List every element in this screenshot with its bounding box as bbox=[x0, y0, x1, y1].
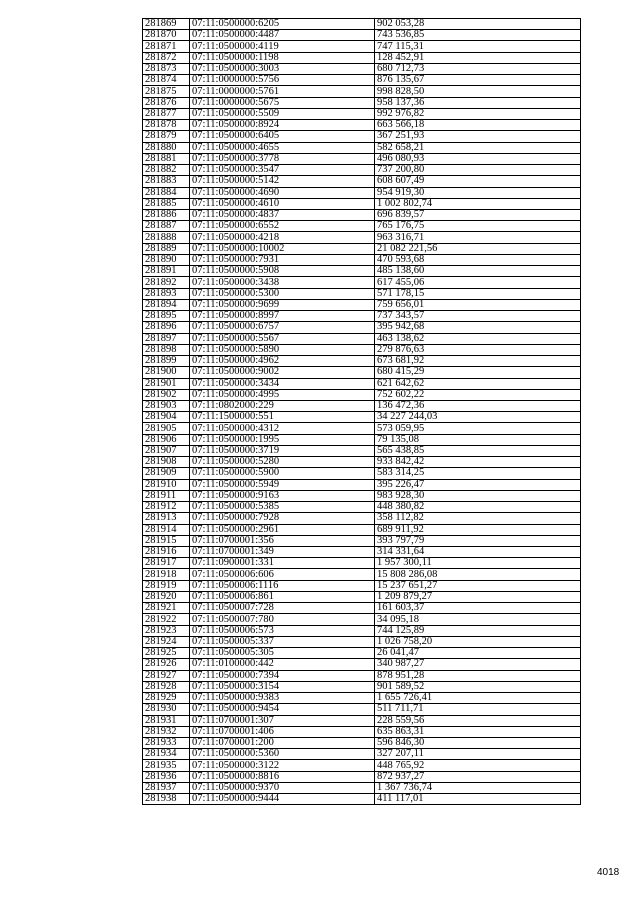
cadastral-number: 07:11:0500007:780 bbox=[190, 614, 375, 625]
cadastral-value: 737 343,57 bbox=[375, 311, 581, 322]
table-row bbox=[143, 693, 581, 704]
row-number: 281871 bbox=[143, 41, 190, 52]
table-row bbox=[143, 165, 581, 176]
table-row bbox=[143, 603, 581, 614]
cadastral-number: 07:11:0500000:5142 bbox=[190, 176, 375, 187]
cadastral-value: 79 135,08 bbox=[375, 434, 581, 445]
row-number: 281929 bbox=[143, 693, 190, 704]
table-body bbox=[143, 19, 581, 805]
row-number: 281900 bbox=[143, 367, 190, 378]
cadastral-value: 314 331,64 bbox=[375, 547, 581, 558]
cadastral-number: 07:11:0500000:5567 bbox=[190, 333, 375, 344]
cadastral-number: 07:11:0500000:3719 bbox=[190, 445, 375, 456]
table-row bbox=[143, 782, 581, 793]
row-number: 281875 bbox=[143, 86, 190, 97]
cadastral-number: 07:11:0500000:4610 bbox=[190, 198, 375, 209]
table-row bbox=[143, 704, 581, 715]
table-row bbox=[143, 232, 581, 243]
cadastral-value: 395 226,47 bbox=[375, 479, 581, 490]
table-row bbox=[143, 468, 581, 479]
table-row bbox=[143, 659, 581, 670]
row-number: 281881 bbox=[143, 153, 190, 164]
row-number: 281894 bbox=[143, 299, 190, 310]
cadastral-value: 34 095,18 bbox=[375, 614, 581, 625]
cadastral-number: 07:11:0500000:5280 bbox=[190, 457, 375, 468]
row-number: 281928 bbox=[143, 681, 190, 692]
cadastral-number: 07:11:0500000:5890 bbox=[190, 344, 375, 355]
cadastral-value: 393 797,79 bbox=[375, 535, 581, 546]
cadastral-number: 07:11:0500000:5949 bbox=[190, 479, 375, 490]
row-number: 281874 bbox=[143, 75, 190, 86]
table-row bbox=[143, 209, 581, 220]
cadastral-value: 327 207,11 bbox=[375, 749, 581, 760]
cadastral-number: 07:11:0500000:6205 bbox=[190, 19, 375, 30]
cadastral-value: 963 316,71 bbox=[375, 232, 581, 243]
cadastral-number: 07:11:1500000:551 bbox=[190, 412, 375, 423]
cadastral-number: 07:11:0500006:1116 bbox=[190, 580, 375, 591]
cadastral-number: 07:11:0000000:5756 bbox=[190, 75, 375, 86]
table-row bbox=[143, 760, 581, 771]
table-row bbox=[143, 299, 581, 310]
table-row bbox=[143, 120, 581, 131]
cadastral-number: 07:11:0500000:1198 bbox=[190, 52, 375, 63]
cadastral-number: 07:11:0500000:3154 bbox=[190, 681, 375, 692]
cadastral-value: 696 839,57 bbox=[375, 209, 581, 220]
table-row bbox=[143, 614, 581, 625]
table-row bbox=[143, 738, 581, 749]
row-number: 281934 bbox=[143, 749, 190, 760]
cadastral-number: 07:11:0500000:3778 bbox=[190, 153, 375, 164]
row-number: 281884 bbox=[143, 187, 190, 198]
cadastral-number: 07:11:0500000:5509 bbox=[190, 108, 375, 119]
cadastral-number: 07:11:0000000:5761 bbox=[190, 86, 375, 97]
cadastral-value: 1 957 300,11 bbox=[375, 558, 581, 569]
cadastral-number: 07:11:0700001:349 bbox=[190, 547, 375, 558]
row-number: 281922 bbox=[143, 614, 190, 625]
row-number: 281880 bbox=[143, 142, 190, 153]
cadastral-value: 1 655 726,41 bbox=[375, 693, 581, 704]
row-number: 281885 bbox=[143, 198, 190, 209]
cadastral-number: 07:11:0500000:3122 bbox=[190, 760, 375, 771]
table-row bbox=[143, 490, 581, 501]
table-row bbox=[143, 288, 581, 299]
cadastral-number: 07:11:0000000:5675 bbox=[190, 97, 375, 108]
table-row bbox=[143, 344, 581, 355]
row-number: 281903 bbox=[143, 400, 190, 411]
cadastral-value: 744 125,89 bbox=[375, 625, 581, 636]
row-number: 281890 bbox=[143, 254, 190, 265]
cadastral-value: 635 863,31 bbox=[375, 726, 581, 737]
row-number: 281936 bbox=[143, 771, 190, 782]
table-row bbox=[143, 97, 581, 108]
cadastral-number: 07:11:0500000:9454 bbox=[190, 704, 375, 715]
row-number: 281924 bbox=[143, 636, 190, 647]
row-number: 281935 bbox=[143, 760, 190, 771]
table-row bbox=[143, 198, 581, 209]
table-row bbox=[143, 108, 581, 119]
cadastral-number: 07:11:0500000:9383 bbox=[190, 693, 375, 704]
cadastral-value: 689 911,92 bbox=[375, 524, 581, 535]
table-row bbox=[143, 771, 581, 782]
table-row bbox=[143, 513, 581, 524]
row-number: 281898 bbox=[143, 344, 190, 355]
cadastral-number: 07:11:0500000:2961 bbox=[190, 524, 375, 535]
row-number: 281905 bbox=[143, 423, 190, 434]
cadastral-number: 07:11:0700001:307 bbox=[190, 715, 375, 726]
cadastral-number: 07:11:0500000:3438 bbox=[190, 277, 375, 288]
table-row bbox=[143, 558, 581, 569]
cadastral-number: 07:11:0500000:6405 bbox=[190, 131, 375, 142]
table-row bbox=[143, 547, 581, 558]
table-row bbox=[143, 625, 581, 636]
cadastral-value: 933 842,42 bbox=[375, 457, 581, 468]
cadastral-value: 596 846,30 bbox=[375, 738, 581, 749]
row-number: 281870 bbox=[143, 30, 190, 41]
cadastral-number: 07:11:0500000:9444 bbox=[190, 794, 375, 805]
table-row bbox=[143, 221, 581, 232]
cadastral-value: 954 919,30 bbox=[375, 187, 581, 198]
cadastral-number: 07:11:0500006:606 bbox=[190, 569, 375, 580]
table-row bbox=[143, 52, 581, 63]
table-row bbox=[143, 333, 581, 344]
row-number: 281901 bbox=[143, 378, 190, 389]
cadastral-number: 07:11:0500000:5300 bbox=[190, 288, 375, 299]
cadastral-number: 07:11:0500000:4962 bbox=[190, 356, 375, 367]
row-number: 281872 bbox=[143, 52, 190, 63]
row-number: 281930 bbox=[143, 704, 190, 715]
row-number: 281916 bbox=[143, 547, 190, 558]
table-row bbox=[143, 412, 581, 423]
cadastral-value: 136 472,36 bbox=[375, 400, 581, 411]
row-number: 281902 bbox=[143, 389, 190, 400]
cadastral-value: 878 951,28 bbox=[375, 670, 581, 681]
cadastral-value: 367 251,93 bbox=[375, 131, 581, 142]
cadastral-number: 07:11:0500007:728 bbox=[190, 603, 375, 614]
cadastral-value: 765 176,75 bbox=[375, 221, 581, 232]
table-row bbox=[143, 86, 581, 97]
table-row bbox=[143, 131, 581, 142]
table-row bbox=[143, 591, 581, 602]
row-number: 281937 bbox=[143, 782, 190, 793]
row-number: 281904 bbox=[143, 412, 190, 423]
cadastral-number: 07:11:0100000:442 bbox=[190, 659, 375, 670]
cadastral-number: 07:11:0500000:5360 bbox=[190, 749, 375, 760]
cadastral-number: 07:11:0802000:229 bbox=[190, 400, 375, 411]
cadastral-value: 1 026 758,20 bbox=[375, 636, 581, 647]
row-number: 281933 bbox=[143, 738, 190, 749]
cadastral-number: 07:11:0500000:4655 bbox=[190, 142, 375, 153]
table-row bbox=[143, 389, 581, 400]
table-row bbox=[143, 749, 581, 760]
cadastral-number: 07:11:0500006:861 bbox=[190, 591, 375, 602]
row-number: 281921 bbox=[143, 603, 190, 614]
cadastral-number: 07:11:0500005:305 bbox=[190, 648, 375, 659]
cadastral-value: 1 209 879,27 bbox=[375, 591, 581, 602]
cadastral-value: 1 367 736,74 bbox=[375, 782, 581, 793]
row-number: 281896 bbox=[143, 322, 190, 333]
cadastral-number: 07:11:0500000:3003 bbox=[190, 63, 375, 74]
cadastral-number: 07:11:0500000:9699 bbox=[190, 299, 375, 310]
row-number: 281873 bbox=[143, 63, 190, 74]
row-number: 281926 bbox=[143, 659, 190, 670]
table-row bbox=[143, 535, 581, 546]
cadastral-number: 07:11:0500000:5908 bbox=[190, 266, 375, 277]
cadastral-number: 07:11:0500000:4218 bbox=[190, 232, 375, 243]
row-number: 281919 bbox=[143, 580, 190, 591]
cadastral-value: 411 117,01 bbox=[375, 794, 581, 805]
page-number: 4018 bbox=[597, 867, 620, 878]
cadastral-value: 876 135,67 bbox=[375, 75, 581, 86]
cadastral-value: 902 053,28 bbox=[375, 19, 581, 30]
cadastral-number: 07:11:0500000:4487 bbox=[190, 30, 375, 41]
table-row bbox=[143, 266, 581, 277]
cadastral-number: 07:11:0500000:6757 bbox=[190, 322, 375, 333]
table-row bbox=[143, 794, 581, 805]
cadastral-value: 621 642,62 bbox=[375, 378, 581, 389]
row-number: 281923 bbox=[143, 625, 190, 636]
cadastral-number: 07:11:0500000:9370 bbox=[190, 782, 375, 793]
cadastral-number: 07:11:0500000:8997 bbox=[190, 311, 375, 322]
row-number: 281912 bbox=[143, 502, 190, 513]
table-row bbox=[143, 715, 581, 726]
table-row bbox=[143, 434, 581, 445]
cadastral-value: 673 681,92 bbox=[375, 356, 581, 367]
table-row bbox=[143, 636, 581, 647]
cadastral-number: 07:11:0500000:3547 bbox=[190, 165, 375, 176]
table-row bbox=[143, 19, 581, 30]
cadastral-value: 998 828,50 bbox=[375, 86, 581, 97]
cadastral-number: 07:11:0500000:7928 bbox=[190, 513, 375, 524]
table-row bbox=[143, 457, 581, 468]
row-number: 281888 bbox=[143, 232, 190, 243]
cadastral-value: 573 059,95 bbox=[375, 423, 581, 434]
cadastral-value: 1 002 802,74 bbox=[375, 198, 581, 209]
table-row bbox=[143, 75, 581, 86]
table-row bbox=[143, 176, 581, 187]
row-number: 281869 bbox=[143, 19, 190, 30]
row-number: 281920 bbox=[143, 591, 190, 602]
cadastral-value: 737 200,80 bbox=[375, 165, 581, 176]
cadastral-number: 07:11:0500000:4312 bbox=[190, 423, 375, 434]
table-row bbox=[143, 30, 581, 41]
cadastral-number: 07:11:0500000:5385 bbox=[190, 502, 375, 513]
table-row bbox=[143, 63, 581, 74]
table-row bbox=[143, 311, 581, 322]
cadastral-number: 07:11:0500000:7931 bbox=[190, 254, 375, 265]
cadastral-value: 15 808 286,08 bbox=[375, 569, 581, 580]
cadastral-value: 747 115,31 bbox=[375, 41, 581, 52]
row-number: 281899 bbox=[143, 356, 190, 367]
cadastral-value: 485 138,60 bbox=[375, 266, 581, 277]
cadastral-value: 992 976,82 bbox=[375, 108, 581, 119]
table-row bbox=[143, 670, 581, 681]
row-number: 281907 bbox=[143, 445, 190, 456]
cadastral-value: 395 942,68 bbox=[375, 322, 581, 333]
table-row bbox=[143, 648, 581, 659]
table-row bbox=[143, 153, 581, 164]
row-number: 281886 bbox=[143, 209, 190, 220]
row-number: 281917 bbox=[143, 558, 190, 569]
row-number: 281889 bbox=[143, 243, 190, 254]
cadastral-value: 617 455,06 bbox=[375, 277, 581, 288]
cadastral-value: 448 380,82 bbox=[375, 502, 581, 513]
cadastral-value: 571 178,15 bbox=[375, 288, 581, 299]
table-row bbox=[143, 378, 581, 389]
row-number: 281911 bbox=[143, 490, 190, 501]
cadastral-number: 07:11:0500000:1995 bbox=[190, 434, 375, 445]
cadastral-number: 07:11:0500000:7394 bbox=[190, 670, 375, 681]
cadastral-value: 752 602,22 bbox=[375, 389, 581, 400]
table-row bbox=[143, 726, 581, 737]
cadastral-value: 565 438,85 bbox=[375, 445, 581, 456]
cadastral-number: 07:11:0500000:6552 bbox=[190, 221, 375, 232]
cadastral-number: 07:11:0500000:8924 bbox=[190, 120, 375, 131]
cadastral-value: 228 559,56 bbox=[375, 715, 581, 726]
cadastral-number: 07:11:0500000:10002 bbox=[190, 243, 375, 254]
cadastral-value: 983 928,30 bbox=[375, 490, 581, 501]
row-number: 281914 bbox=[143, 524, 190, 535]
row-number: 281906 bbox=[143, 434, 190, 445]
table-row bbox=[143, 445, 581, 456]
cadastral-number: 07:11:0500000:4119 bbox=[190, 41, 375, 52]
table-row bbox=[143, 356, 581, 367]
row-number: 281895 bbox=[143, 311, 190, 322]
cadastral-value: 463 138,62 bbox=[375, 333, 581, 344]
cadastral-value-table bbox=[142, 18, 581, 805]
row-number: 281887 bbox=[143, 221, 190, 232]
cadastral-number: 07:11:0500000:3434 bbox=[190, 378, 375, 389]
cadastral-value: 743 536,85 bbox=[375, 30, 581, 41]
cadastral-value: 663 566,18 bbox=[375, 120, 581, 131]
table-row bbox=[143, 479, 581, 490]
table-row bbox=[143, 187, 581, 198]
cadastral-value: 511 711,71 bbox=[375, 704, 581, 715]
cadastral-value: 340 987,27 bbox=[375, 659, 581, 670]
cadastral-number: 07:11:0500000:5900 bbox=[190, 468, 375, 479]
cadastral-number: 07:11:0700001:356 bbox=[190, 535, 375, 546]
cadastral-value: 872 937,27 bbox=[375, 771, 581, 782]
row-number: 281882 bbox=[143, 165, 190, 176]
row-number: 281883 bbox=[143, 176, 190, 187]
table-row bbox=[143, 502, 581, 513]
row-number: 281892 bbox=[143, 277, 190, 288]
cadastral-value: 608 607,49 bbox=[375, 176, 581, 187]
row-number: 281893 bbox=[143, 288, 190, 299]
cadastral-number: 07:11:0500006:573 bbox=[190, 625, 375, 636]
cadastral-number: 07:11:0500000:9002 bbox=[190, 367, 375, 378]
row-number: 281938 bbox=[143, 794, 190, 805]
row-number: 281877 bbox=[143, 108, 190, 119]
cadastral-value: 901 589,52 bbox=[375, 681, 581, 692]
cadastral-number: 07:11:0500000:4995 bbox=[190, 389, 375, 400]
cadastral-number: 07:11:0700001:200 bbox=[190, 738, 375, 749]
cadastral-number: 07:11:0900001:331 bbox=[190, 558, 375, 569]
row-number: 281897 bbox=[143, 333, 190, 344]
cadastral-value: 161 603,37 bbox=[375, 603, 581, 614]
table-row bbox=[143, 142, 581, 153]
row-number: 281909 bbox=[143, 468, 190, 479]
cadastral-value: 128 452,91 bbox=[375, 52, 581, 63]
cadastral-number: 07:11:0500000:4690 bbox=[190, 187, 375, 198]
cadastral-value: 26 041,47 bbox=[375, 648, 581, 659]
cadastral-number: 07:11:0500000:9163 bbox=[190, 490, 375, 501]
table-row bbox=[143, 681, 581, 692]
cadastral-value: 958 137,36 bbox=[375, 97, 581, 108]
cadastral-value: 470 593,68 bbox=[375, 254, 581, 265]
table-row bbox=[143, 243, 581, 254]
row-number: 281913 bbox=[143, 513, 190, 524]
row-number: 281918 bbox=[143, 569, 190, 580]
cadastral-value: 279 876,63 bbox=[375, 344, 581, 355]
cadastral-value: 583 314,25 bbox=[375, 468, 581, 479]
cadastral-value: 448 765,92 bbox=[375, 760, 581, 771]
table-row bbox=[143, 41, 581, 52]
cadastral-number: 07:11:0700001:406 bbox=[190, 726, 375, 737]
cadastral-number: 07:11:0500000:4837 bbox=[190, 209, 375, 220]
cadastral-value: 680 712,73 bbox=[375, 63, 581, 74]
table-row bbox=[143, 423, 581, 434]
cadastral-value: 34 227 244,03 bbox=[375, 412, 581, 423]
row-number: 281925 bbox=[143, 648, 190, 659]
cadastral-value: 358 112,82 bbox=[375, 513, 581, 524]
table-row bbox=[143, 367, 581, 378]
cadastral-value: 496 080,93 bbox=[375, 153, 581, 164]
row-number: 281927 bbox=[143, 670, 190, 681]
row-number: 281931 bbox=[143, 715, 190, 726]
table-row bbox=[143, 277, 581, 288]
cadastral-number: 07:11:0500005:337 bbox=[190, 636, 375, 647]
row-number: 281879 bbox=[143, 131, 190, 142]
row-number: 281876 bbox=[143, 97, 190, 108]
cadastral-value: 582 658,21 bbox=[375, 142, 581, 153]
table-row bbox=[143, 254, 581, 265]
table-row bbox=[143, 322, 581, 333]
row-number: 281908 bbox=[143, 457, 190, 468]
cadastral-value: 680 415,29 bbox=[375, 367, 581, 378]
cadastral-value: 759 656,01 bbox=[375, 299, 581, 310]
table-row bbox=[143, 400, 581, 411]
row-number: 281910 bbox=[143, 479, 190, 490]
row-number: 281932 bbox=[143, 726, 190, 737]
table-row bbox=[143, 569, 581, 580]
cadastral-value: 21 082 221,56 bbox=[375, 243, 581, 254]
table-row bbox=[143, 524, 581, 535]
cadastral-number: 07:11:0500000:8816 bbox=[190, 771, 375, 782]
cadastral-value: 15 237 651,27 bbox=[375, 580, 581, 591]
row-number: 281891 bbox=[143, 266, 190, 277]
row-number: 281878 bbox=[143, 120, 190, 131]
table-row bbox=[143, 580, 581, 591]
row-number: 281915 bbox=[143, 535, 190, 546]
